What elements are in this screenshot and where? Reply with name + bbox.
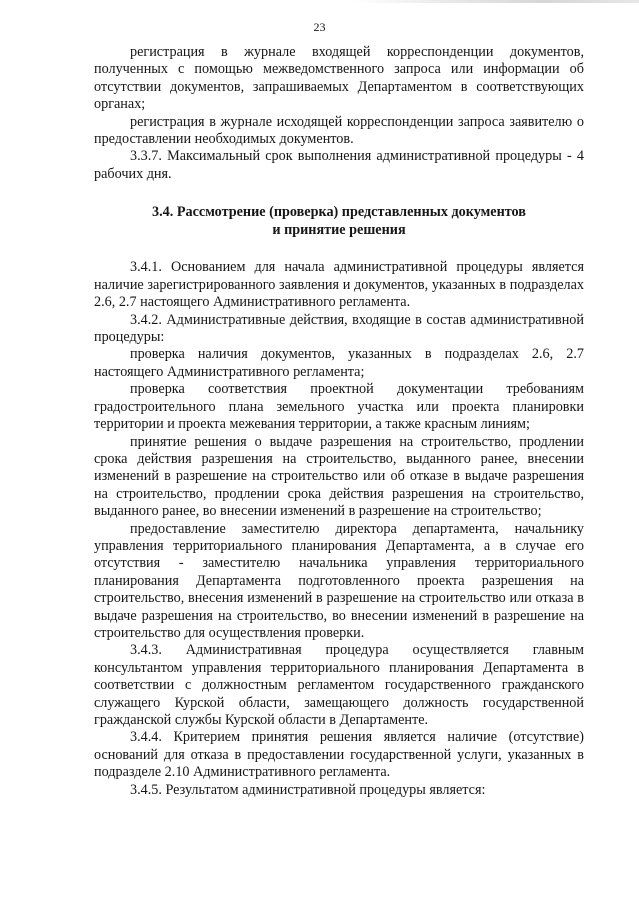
paragraph: регистрация в журнале исходящей корреспонденции запроса заявителю о предоставлении необходимых документов. [94, 113, 584, 148]
heading-line: и принятие решения [272, 221, 406, 238]
paragraph: предоставление заместителю директора департамента, начальнику управления территориального планирования Департамента, а в случае его отсутствия - заместителю начальника управления территориального планирования Департамента подготовленного проекта разрешения на строительство, внесения изменений в разрешение на строительство или отказа в выдаче разрешения на строительство, во внесении изменений в разрешение на строительство для осуществления проверки. [94, 520, 584, 641]
paragraph: 3.4.1. Основанием для начала административной процедуры является наличие зарегистрированного заявления и документов, указанных в подразделах 2.6, 2.7 настоящего Административного регламента. [94, 259, 584, 311]
paragraph: проверка соответствия проектной документации требованиям градостроительного плана земельного участка или проекта планировки территории и проекта межевания территории, а также красным линиям; [94, 381, 584, 433]
paragraph: 3.4.4. Критерием принятия решения является наличие (отсутствие) оснований для отказа в предоставлении государственной услуги, указанных в подразделе 2.10 Административного регламента. [94, 729, 584, 781]
heading-line: 3.4. Рассмотрение (проверка) представленных документов [152, 204, 526, 221]
paragraph: принятие решения о выдаче разрешения на строительство, продлении срока действия разрешения на строительство, выданного ранее, внесении изменений в разрешение на строительство или об отказе в выдаче разрешения на строительство, продлении срока действия разрешения на строительство, выданного ранее, во внесении изменений в разрешение на строительство; [94, 433, 584, 520]
paragraph: регистрация в журнале входящей корреспонденции документов, полученных с помощью межведомственного запроса или информации об отсутствии документов, запрашиваемых Департаментом в соответствующих органах; [94, 44, 584, 113]
document-body [94, 44, 584, 799]
section-heading [94, 204, 584, 239]
scan-edge [0, 0, 639, 3]
paragraph: 3.4.2. Административные действия, входящие в состав административной процедуры: [94, 311, 584, 346]
page-number: 23 [313, 20, 326, 34]
paragraph: 3.3.7. Максимальный срок выполнения административной процедуры - 4 рабочих дня. [94, 148, 584, 182]
paragraph: 3.4.5. Результатом административной процедуры является: [130, 781, 486, 798]
paragraph: 3.4.3. Административная процедура осуществляется главным консультантом управления территориального планирования Департамента в соответствии с должностным регламентом государственного гражданского служащего Курской области, замещающего должность государственной гражданской службы Курской области в Департаменте. [94, 642, 584, 728]
paragraph: проверка наличия документов, указанных в подразделах 2.6, 2.7 настоящего Административного регламента; [94, 346, 584, 380]
